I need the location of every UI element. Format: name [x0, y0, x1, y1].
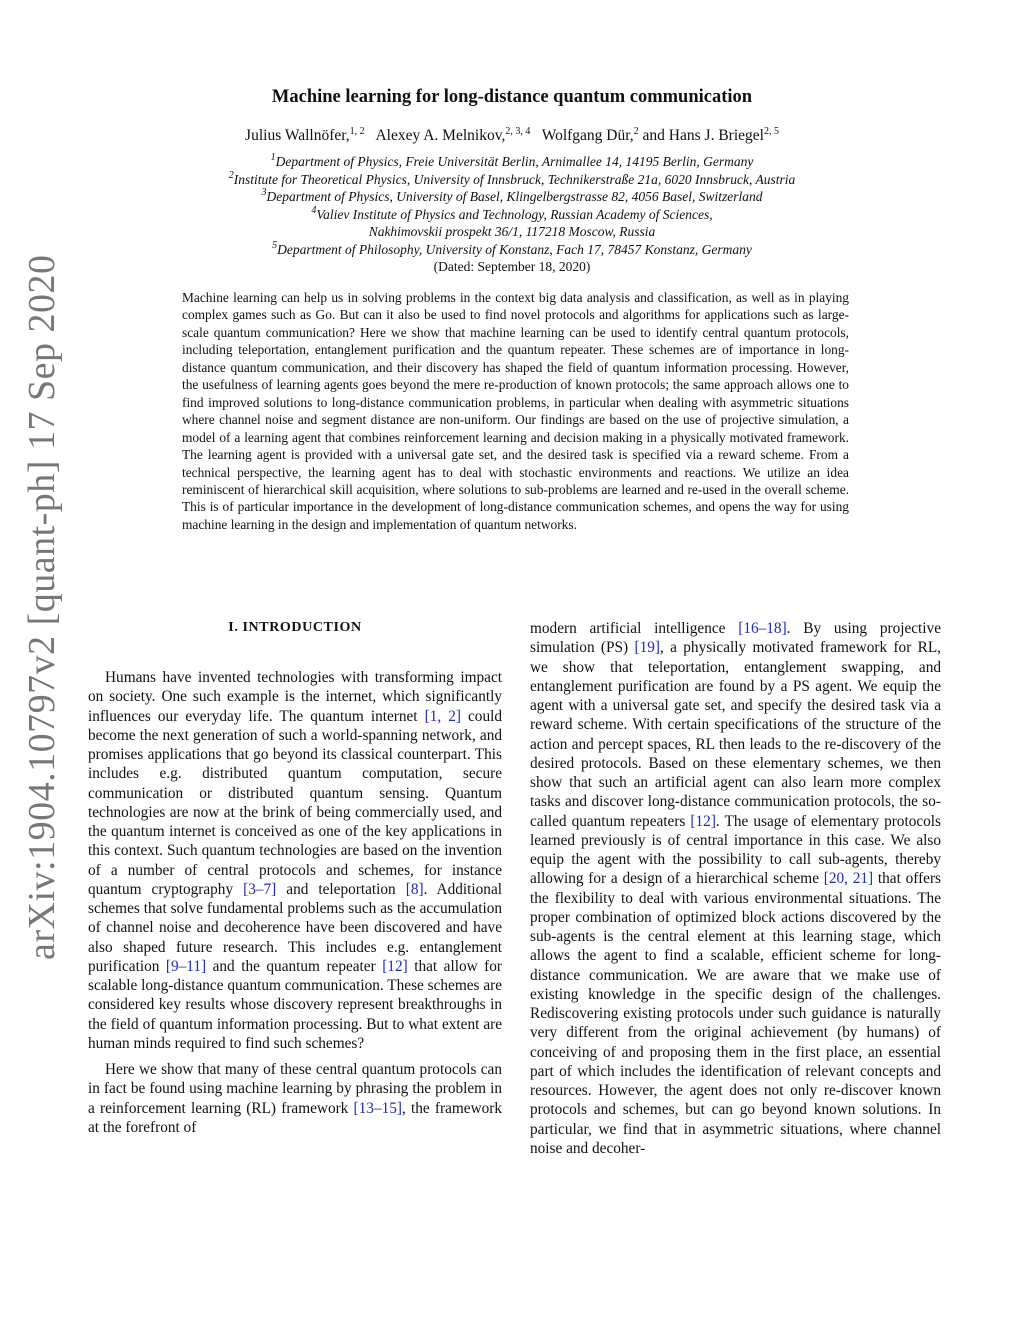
- author: Alexey A. Melnikov,$^{2, 3, 4}$: [375, 126, 531, 144]
- abstract: Machine learning can help us in solving problems in the context big data analysis and classification, as well as in playing complex games such as Go. But can it also be used to find novel protocols and algorithms for applications such as large-scale quantum communication? Here we show that machine learning can be used to identify central quantum protocols, including teleportation, entanglement purification and the quantum repeater. These schemes are of importance in long-distance quantum communication, and their discovery has shaped the field of quantum information processing. However, the usefulness of learning agents goes beyond the mere re-production of known protocols; the same approach allows one to find improved solutions to long-distance communication problems, in particular when dealing with asymmetric situations where channel noise and segment distance are non-uniform. Our findings are based on the use of projective simulation, a model of a learning agent that combines reinforcement learning and decision making in a physically motivated framework. The learning agent is provided with a universal gate set, and the desired task is specified via a reward scheme. From a technical perspective, the learning agent has to deal with stochastic environments and reactions. We utilize an idea reminiscent of hierarchical skill acquisition, where solutions to sub-problems are learned and re-used in the overall scheme. This is of particular importance in the development of long-distance communication schemes, and opens the way for using machine learning in the design and implementation of quantum networks.: [182, 290, 849, 532]
- citation-link[interactable]: [13–15]: [353, 1099, 402, 1117]
- citation-link[interactable]: [3–7]: [243, 880, 277, 898]
- affiliations: [0, 153, 1024, 276]
- left-column: [88, 668, 502, 1137]
- date-line: (Dated: September 18, 2020): [433, 259, 591, 274]
- citation-link[interactable]: [12]: [690, 812, 716, 830]
- affiliation: Nakhimovskii prospekt 36/1, 117218 Moscow, Russia: [368, 224, 656, 239]
- paragraph: modern artificial intelligence [16–18]. By using projective simulation (PS) [19], a physically motivated framework for RL, we show that teleportation, entanglement swapping, and entanglement purification are found by a PS agent. We equip the agent with a universal gate set, and specify the desired task via a reward scheme. With certain specifications of the structure of the action and percept spaces, RL then leads to the re-discovery of the desired protocols. Based on these elementary schemes, we then show that such an artificial agent can also learn more complex tasks and discover long-distance communication protocols, the so-called quantum repeaters [12]. The usage of elementary protocols learned previously is of central importance in this case. We also equip the agent with the possibility to call sub-agents, thereby allowing for a design of a hierarchical scheme [20, 21] that offers the flexibility to deal with various environmental situations. The proper combination of optimized block actions discovered by the sub-agents is the central element at this learning stage, which allows the agent to find a scalable, efficient scheme for long-distance communication. We are aware that we make use of existing knowledge in the specific design of the challenges. Rediscovering existing protocols under such guidance is naturally very different from the original achievement (by humans) of conceiving of and proposing them in the first place, an essential part of which includes the identification of relevant concepts and resources. However, the agent does not only re-discover known protocols and schemes, but can go beyond known solutions. In particular, we find that in asymmetric situations, where channel noise and decoher-: [530, 620, 942, 1157]
- section-heading-introduction: I. INTRODUCTION: [228, 620, 362, 635]
- author: Wolfgang Dür,$^2$: [541, 126, 639, 144]
- citation-link[interactable]: [20, 21]: [823, 870, 874, 888]
- affiliation: $^4$Valiev Institute of Physics and Technology, Russian Academy of Sciences,: [311, 204, 713, 222]
- citation-link[interactable]: [12]: [382, 957, 408, 975]
- citation-link[interactable]: [9–11]: [165, 957, 207, 975]
- paragraph: Here we show that many of these central quantum protocols can in fact be found using machine learning by phrasing the problem in a reinforcement learning (RL) framework [13–15], the framework at the forefront of: [88, 1061, 503, 1136]
- citation-link[interactable]: [16–18]: [738, 620, 787, 637]
- citation-link[interactable]: [1, 2]: [424, 707, 461, 725]
- author: Julius Wallnöfer,$^{1, 2}$: [245, 126, 365, 144]
- arxiv-identifier-stamp: arXiv:1904.10797v2 [quant-ph] 17 Sep 2020: [21, 254, 63, 960]
- paper-title: Machine learning for long-distance quantum communication: [271, 87, 753, 107]
- citation-link[interactable]: [19]: [634, 639, 660, 657]
- affiliation: $^2$Institute for Theoretical Physics, University of Innsbruck, Technikerstraße 21a, 6020 Innsbruck, Austria: [228, 169, 796, 187]
- paragraph: Humans have invented technologies with transforming impact on society. One such example is the internet, which significantly influences our everyday life. The quantum internet [1, 2] could become the next generation of such a world-spanning network, and promises applications that go beyond its classical counterpart. This includes e.g. distributed quantum computation, secure communication or distributed quantum sensing. Quantum technologies are now at the brink of being commercially used, and the quantum internet is conceived as one of the key applications in this context. Such quantum technologies are based on the invention of a number of central protocols and schemes, for instance quantum cryptography [3–7] and teleportation [8]. Additional schemes that solve fundamental problems such as the accumulation of channel noise and decoherence have been discovered and have also shaped future research. This includes e.g. entanglement purification [9–11] and the quantum repeater [12] that allow for scalable long-distance quantum communication. These schemes are considered key results whose discovery represent breakthroughs in the field of quantum information processing. But to what extent are human minds required to find such schemes?: [88, 669, 503, 1052]
- citation-link[interactable]: [8]: [405, 880, 424, 898]
- affiliation: $^5$Department of Philosophy, University of Konstanz, Fach 17, 78457 Konstanz, Germany: [272, 239, 752, 257]
- affiliation: $^3$Department of Physics, University of Basel, Klingelbergstrasse 82, 4056 Basel, Switzerland: [261, 187, 763, 204]
- author: and Hans J. Briegel$^{2, 5}$: [642, 126, 779, 144]
- right-column: [530, 619, 941, 1158]
- affiliation: $^1$Department of Physics, Freie Universität Berlin, Arnimallee 14, 14195 Berlin, Germany: [270, 152, 754, 169]
- author-list: [0, 125, 1024, 147]
